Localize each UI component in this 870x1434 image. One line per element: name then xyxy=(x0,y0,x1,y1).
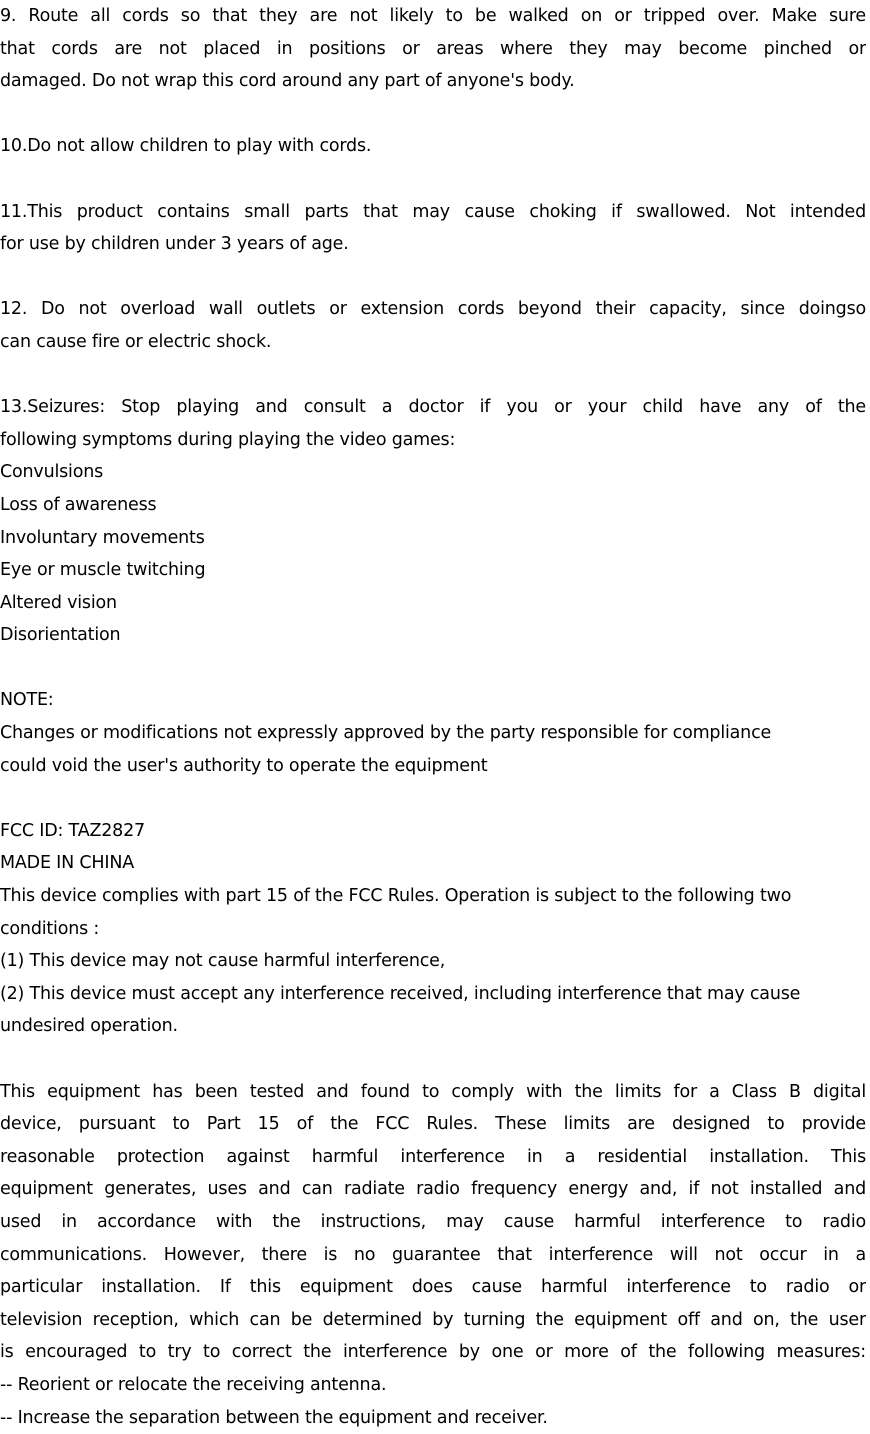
paragraph-line: conditions : xyxy=(0,918,100,939)
paragraph-line: 9. Route all cords so that they are not likely to be walked on or tripped over. Make sure xyxy=(0,6,866,26)
list-item: -- Reorient or relocate the receiving antenna. xyxy=(0,1374,387,1395)
list-item: Disorientation xyxy=(0,625,121,646)
paragraph-line: undesired operation. xyxy=(0,1016,178,1037)
note-heading: NOTE: xyxy=(0,690,54,711)
spacer xyxy=(0,261,866,294)
paragraph-line: equipment generates, uses and can radiate radio frequency energy and, if not installed and xyxy=(0,1179,866,1200)
spacer xyxy=(0,782,866,815)
paragraph-line: television reception, which can be determined by turning the equipment off and on, the user xyxy=(0,1309,866,1330)
paragraph-line: that cords are not placed in positions or areas where they may become pinched or xyxy=(0,38,866,59)
class-b-paragraph xyxy=(0,1076,866,1369)
paragraph-line: This device complies with part 15 of the FCC Rules. Operation is subject to the following two xyxy=(0,886,792,907)
paragraph-line: (2) This device must accept any interference received, including interference that may cause xyxy=(0,983,801,1004)
paragraph-line: Changes or modifications not expressly approved by the party responsible for compliance xyxy=(0,723,772,744)
paragraph-line: used in accordance with the instructions, may cause harmful interference to radio xyxy=(0,1211,866,1232)
spacer xyxy=(0,1043,866,1076)
spacer xyxy=(0,98,866,131)
list-item: Eye or muscle twitching xyxy=(0,560,206,581)
item-11-paragraph xyxy=(0,196,866,261)
paragraph-line: following symptoms during playing the video games: xyxy=(0,429,456,450)
paragraph-line: is encouraged to try to correct the interference by one or more of the following measures: xyxy=(0,1342,866,1363)
measures-list xyxy=(0,1369,866,1434)
paragraph-line: 11.This product contains small parts that may cause choking if swallowed. Not intended xyxy=(0,201,866,222)
item-10-paragraph xyxy=(0,130,866,163)
list-item: -- Increase the separation between the equipment and receiver. xyxy=(0,1407,548,1428)
fcc-id: FCC ID: TAZ2827 xyxy=(0,820,145,841)
paragraph-line: (1) This device may not cause harmful interference, xyxy=(0,951,446,972)
list-item: Loss of awareness xyxy=(0,494,157,515)
list-item: Convulsions xyxy=(0,462,104,483)
paragraph-line: device, pursuant to Part 15 of the FCC Rules. These limits are designed to provide xyxy=(0,1114,866,1135)
paragraph-line: 12. Do not overload wall outlets or extension cords beyond their capacity, since doingso xyxy=(0,299,866,320)
paragraph-line: particular installation. If this equipment does cause harmful interference to radio or xyxy=(0,1277,866,1298)
paragraph-line: This equipment has been tested and found to comply with the limits for a Class B digital xyxy=(0,1081,866,1102)
spacer xyxy=(0,163,866,196)
spacer xyxy=(0,359,866,392)
spacer xyxy=(0,652,866,685)
item-9-paragraph xyxy=(0,0,866,98)
symptoms-list xyxy=(0,456,866,652)
paragraph-line: communications. However, there is no guarantee that interference will not occur in a xyxy=(0,1244,866,1265)
list-item: Altered vision xyxy=(0,592,117,613)
item-12-paragraph xyxy=(0,293,866,358)
paragraph-line: 10.Do not allow children to play with cords. xyxy=(0,136,372,157)
item-13-paragraph xyxy=(0,391,866,456)
list-item: Involuntary movements xyxy=(0,527,205,548)
paragraph-line: could void the user's authority to operate the equipment xyxy=(0,755,488,776)
paragraph-line: for use by children under 3 years of age. xyxy=(0,234,349,255)
paragraph-line: 13.Seizures: Stop playing and consult a doctor if you or your child have any of the xyxy=(0,397,866,418)
note-section xyxy=(0,684,866,782)
paragraph-line: reasonable protection against harmful interference in a residential installation. This xyxy=(0,1146,866,1167)
paragraph-line: can cause fire or electric shock. xyxy=(0,331,272,352)
made-in-label: MADE IN CHINA xyxy=(0,853,134,874)
fcc-section xyxy=(0,815,866,1043)
paragraph-line: damaged. Do not wrap this cord around any part of anyone's body. xyxy=(0,71,575,92)
